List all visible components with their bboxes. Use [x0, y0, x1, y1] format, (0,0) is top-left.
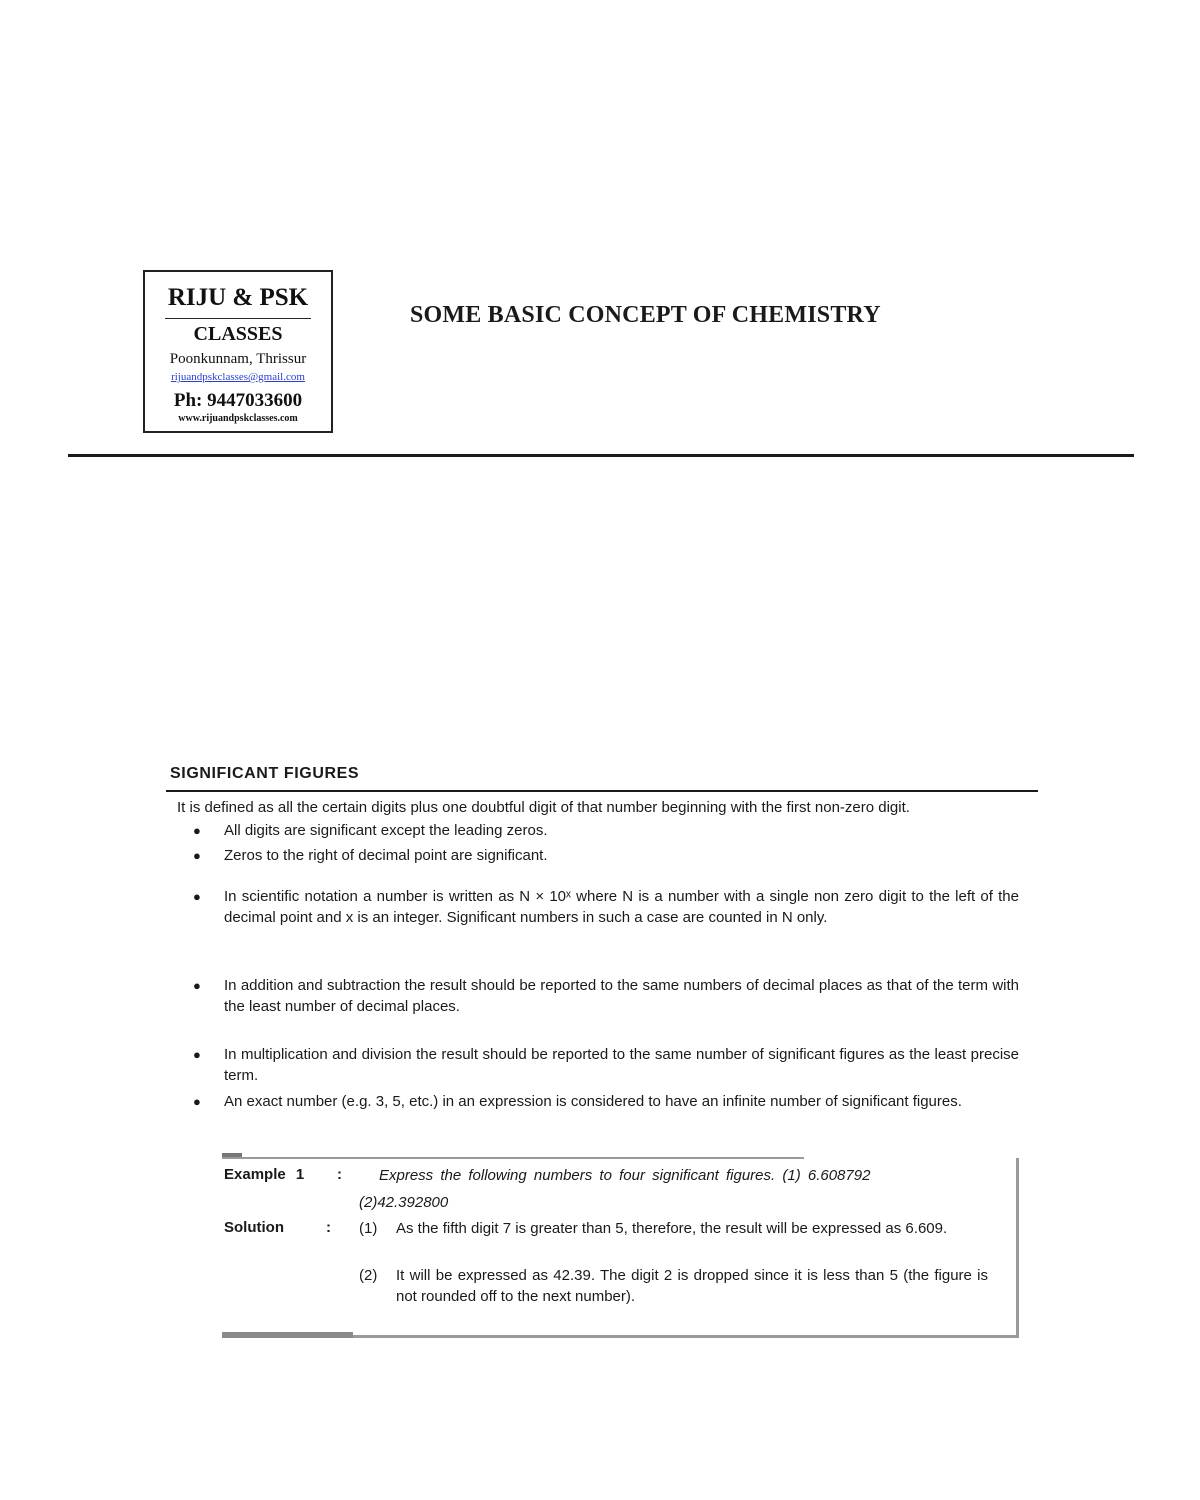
example-question-continued: (2)42.392800	[359, 1194, 449, 1211]
example-colon: :	[337, 1166, 342, 1183]
example-box-right-border	[1016, 1158, 1019, 1338]
solution-step-text: It will be expressed as 42.39. The digit 2 is dropped since it is less than 5 (the figure is not rounded off to the next number).	[396, 1267, 988, 1305]
example-box-top-border	[222, 1157, 804, 1159]
bullet-icon: ●	[193, 823, 201, 838]
logo-email-link[interactable]: rijuandpskclasses@gmail.com	[171, 371, 305, 383]
bullet-icon: ●	[193, 1094, 201, 1109]
bullet-text: In multiplication and division the result should be reported to the same number of significant figures as the least precise term.	[224, 1046, 1019, 1084]
solution-step-number: (2)	[359, 1267, 378, 1284]
section-divider	[166, 790, 1038, 792]
header-divider	[68, 454, 1134, 457]
bullet-icon: ●	[193, 848, 201, 863]
example-box-bottom-mark	[222, 1332, 353, 1338]
bullet-icon: ●	[193, 1047, 201, 1062]
bullet-icon: ●	[193, 978, 201, 993]
bullet-item	[193, 975, 1019, 1017]
document-title: SOME BASIC CONCEPT OF CHEMISTRY	[410, 302, 881, 328]
logo-name: RIJU & PSK	[167, 284, 309, 311]
solution-step-number: (1)	[359, 1220, 378, 1237]
bullet-item	[193, 886, 1019, 928]
section-heading: SIGNIFICANT FIGURES	[170, 765, 360, 782]
logo-phone: Ph: 9447033600	[173, 390, 303, 411]
bullet-icon: ●	[193, 889, 201, 904]
example-label: Example 1	[224, 1166, 305, 1183]
solution-label: Solution	[224, 1219, 284, 1236]
logo-box	[143, 270, 333, 433]
bullet-text: All digits are significant except the leading zeros.	[224, 822, 548, 839]
bullet-text: In addition and subtraction the result should be reported to the same numbers of decimal places as that of the term with the least number of decimal places.	[224, 977, 1019, 1015]
bullet-item	[193, 1044, 1019, 1086]
bullet-item	[193, 820, 1019, 841]
solution-colon: :	[326, 1219, 331, 1236]
bullet-text: Zeros to the right of decimal point are significant.	[224, 847, 548, 864]
bullet-text: An exact number (e.g. 3, 5, etc.) in an expression is considered to have an infinite number of significant figures.	[224, 1093, 962, 1110]
logo-classes: CLASSES	[193, 323, 283, 345]
logo-place: Poonkunnam, Thrissur	[169, 351, 307, 367]
bullet-item	[193, 1091, 1019, 1112]
definition-text: It is defined as all the certain digits plus one doubtful digit of that number beginning with the first non-zero digit.	[177, 799, 910, 816]
bullet-item	[193, 845, 1019, 866]
example-question: Express the following numbers to four significant figures. (1) 6.608792	[379, 1167, 871, 1184]
logo-website: www.rijuandpskclasses.com	[178, 413, 298, 424]
logo-divider	[165, 318, 311, 319]
solution-step-text: As the fifth digit 7 is greater than 5, therefore, the result will be expressed as 6.609.	[396, 1220, 948, 1237]
bullet-text: In scientific notation a number is written as N × 10ˣ where N is a number with a single non zero digit to the left of the decimal point and x is an integer. Significant numbers in such a case are counted in N only.	[224, 888, 1019, 926]
